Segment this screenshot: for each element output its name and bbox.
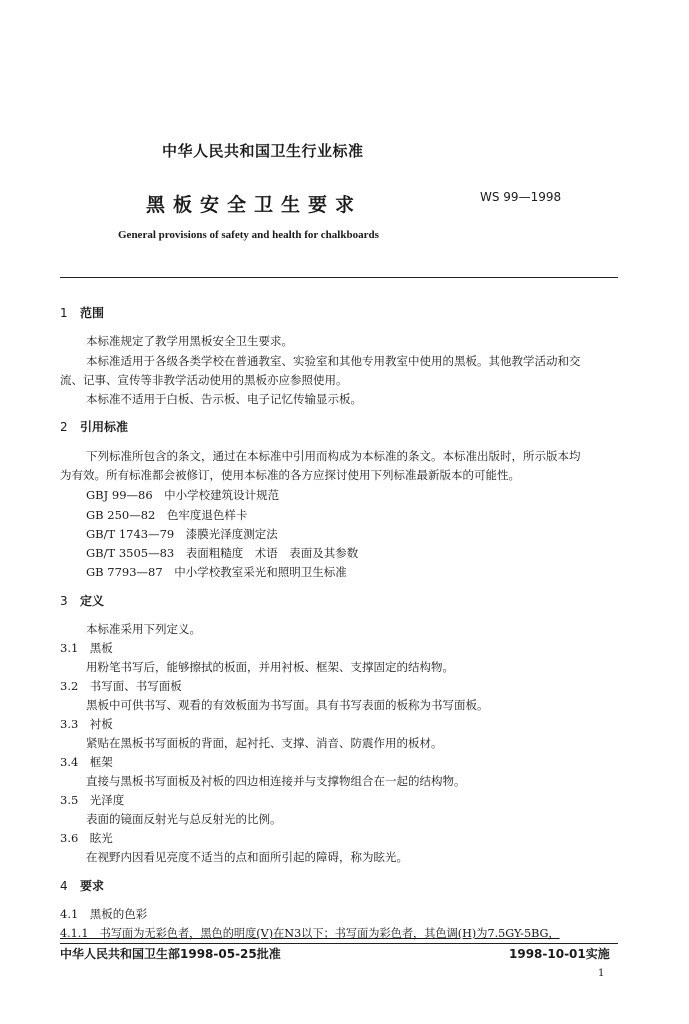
definition-term: 黑板 [89, 641, 113, 655]
subsection-heading: 4.1 黑板的色彩 [60, 907, 148, 921]
implementation-date: 1998-10-01实施 [509, 947, 610, 961]
definition-number: 3.3 [60, 717, 79, 731]
section-3-heading [60, 592, 104, 609]
section-4-title: 要求 [80, 879, 105, 893]
definition-term: 眩光 [89, 831, 113, 845]
issuing-authority: 中华人民共和国卫生行业标准 [162, 142, 364, 160]
definition-term: 衬板 [89, 717, 113, 731]
definition-number: 3.2 [60, 679, 79, 693]
definition-text: 黑板中可供书写、观看的有效板面为书写面。具有书写表面的板称为书写面板。 [86, 698, 489, 712]
paragraph: 本标准适用于各级各类学校在普通教室、实验室和其他专用教室中使用的黑板。其他教学活动和交 [86, 354, 581, 368]
definition-text: 用粉笔书写后，能够擦拭的板面，并用衬板、框架、支撑固定的结构物。 [86, 660, 454, 674]
paragraph: 本标准规定了教学用黑板安全卫生要求。 [86, 334, 293, 348]
section-2-title: 引用标准 [80, 420, 129, 434]
definition-number: 3.5 [60, 793, 79, 807]
definition-text: 在视野内因看见亮度不适当的点和面所引起的障碍，称为眩光。 [86, 850, 408, 864]
reference-item: GB/T 3505—83 表面粗糙度 术语 表面及其参数 [86, 546, 359, 560]
reference-item: GB 250—82 色牢度退色样卡 [86, 508, 248, 522]
paragraph-continuation: 为有效。所有标准都会被修订，使用本标准的各方应探讨使用下列标准最新版本的可能性。 [60, 468, 520, 482]
definition-term: 书写面、书写面板 [89, 679, 182, 693]
section-1-heading [60, 304, 104, 321]
definition-heading [60, 678, 182, 694]
section-1-number: 1 [60, 306, 68, 320]
section-3-title: 定义 [80, 594, 105, 608]
paragraph-continuation: 流、记事、宣传等非教学活动使用的黑板亦应参照使用。 [60, 373, 348, 387]
definition-heading [60, 830, 113, 846]
english-title: General provisions of safety and health for chalkboards [118, 229, 379, 241]
reference-item: GB 7793—87 中小学校教室采光和照明卫生标准 [86, 565, 347, 579]
document-title: 黑板安全卫生要求 [146, 194, 363, 216]
definition-text: 紧贴在黑板书写面板的背面，起衬托、支撑、消音、防震作用的板材。 [86, 736, 443, 750]
reference-item: GB/T 1743—79 漆膜光泽度测定法 [86, 527, 278, 541]
definition-term: 光泽度 [89, 793, 125, 807]
footer-rule [60, 943, 618, 944]
section-1-title: 范围 [80, 306, 105, 320]
paragraph: 本标准采用下列定义。 [86, 622, 201, 636]
section-3-number: 3 [60, 594, 68, 608]
definition-text: 表面的镜面反射光与总反射光的比例。 [86, 812, 282, 826]
section-4-heading [60, 877, 104, 894]
section-4-number: 4 [60, 879, 68, 893]
reference-item: GBJ 99—86 中小学校建筑设计规范 [86, 488, 280, 502]
standard-code: WS 99—1998 [480, 190, 562, 204]
definition-number: 3.4 [60, 755, 79, 769]
section-2-number: 2 [60, 420, 68, 434]
definition-number: 3.6 [60, 831, 79, 845]
paragraph: 下列标准所包含的条文，通过在本标准中引用而构成为本标准的条文。本标准出版时，所示版本均 [86, 449, 581, 463]
definition-number: 3.1 [60, 641, 79, 655]
clause-text: 4.1.1 书写面为无彩色者，黑色的明度(V)在N3以下；书写面为彩色者，其色调(H)为7.5GY-5BG， [60, 927, 560, 940]
definition-text: 直接与黑板书写面板及衬板的四边相连接并与支撑物组合在一起的结构物。 [86, 774, 466, 788]
page-number: 1 [598, 968, 605, 979]
approval-date: 中华人民共和国卫生部1998-05-25批准 [60, 947, 281, 961]
definition-heading [60, 716, 113, 732]
definition-heading [60, 792, 124, 808]
paragraph: 本标准不适用于白板、告示板、电子记忆传输显示板。 [86, 392, 362, 406]
definition-term: 框架 [89, 755, 113, 769]
section-2-heading [60, 418, 128, 435]
definition-heading [60, 754, 113, 770]
definition-heading [60, 640, 113, 656]
header-rule [60, 277, 618, 278]
